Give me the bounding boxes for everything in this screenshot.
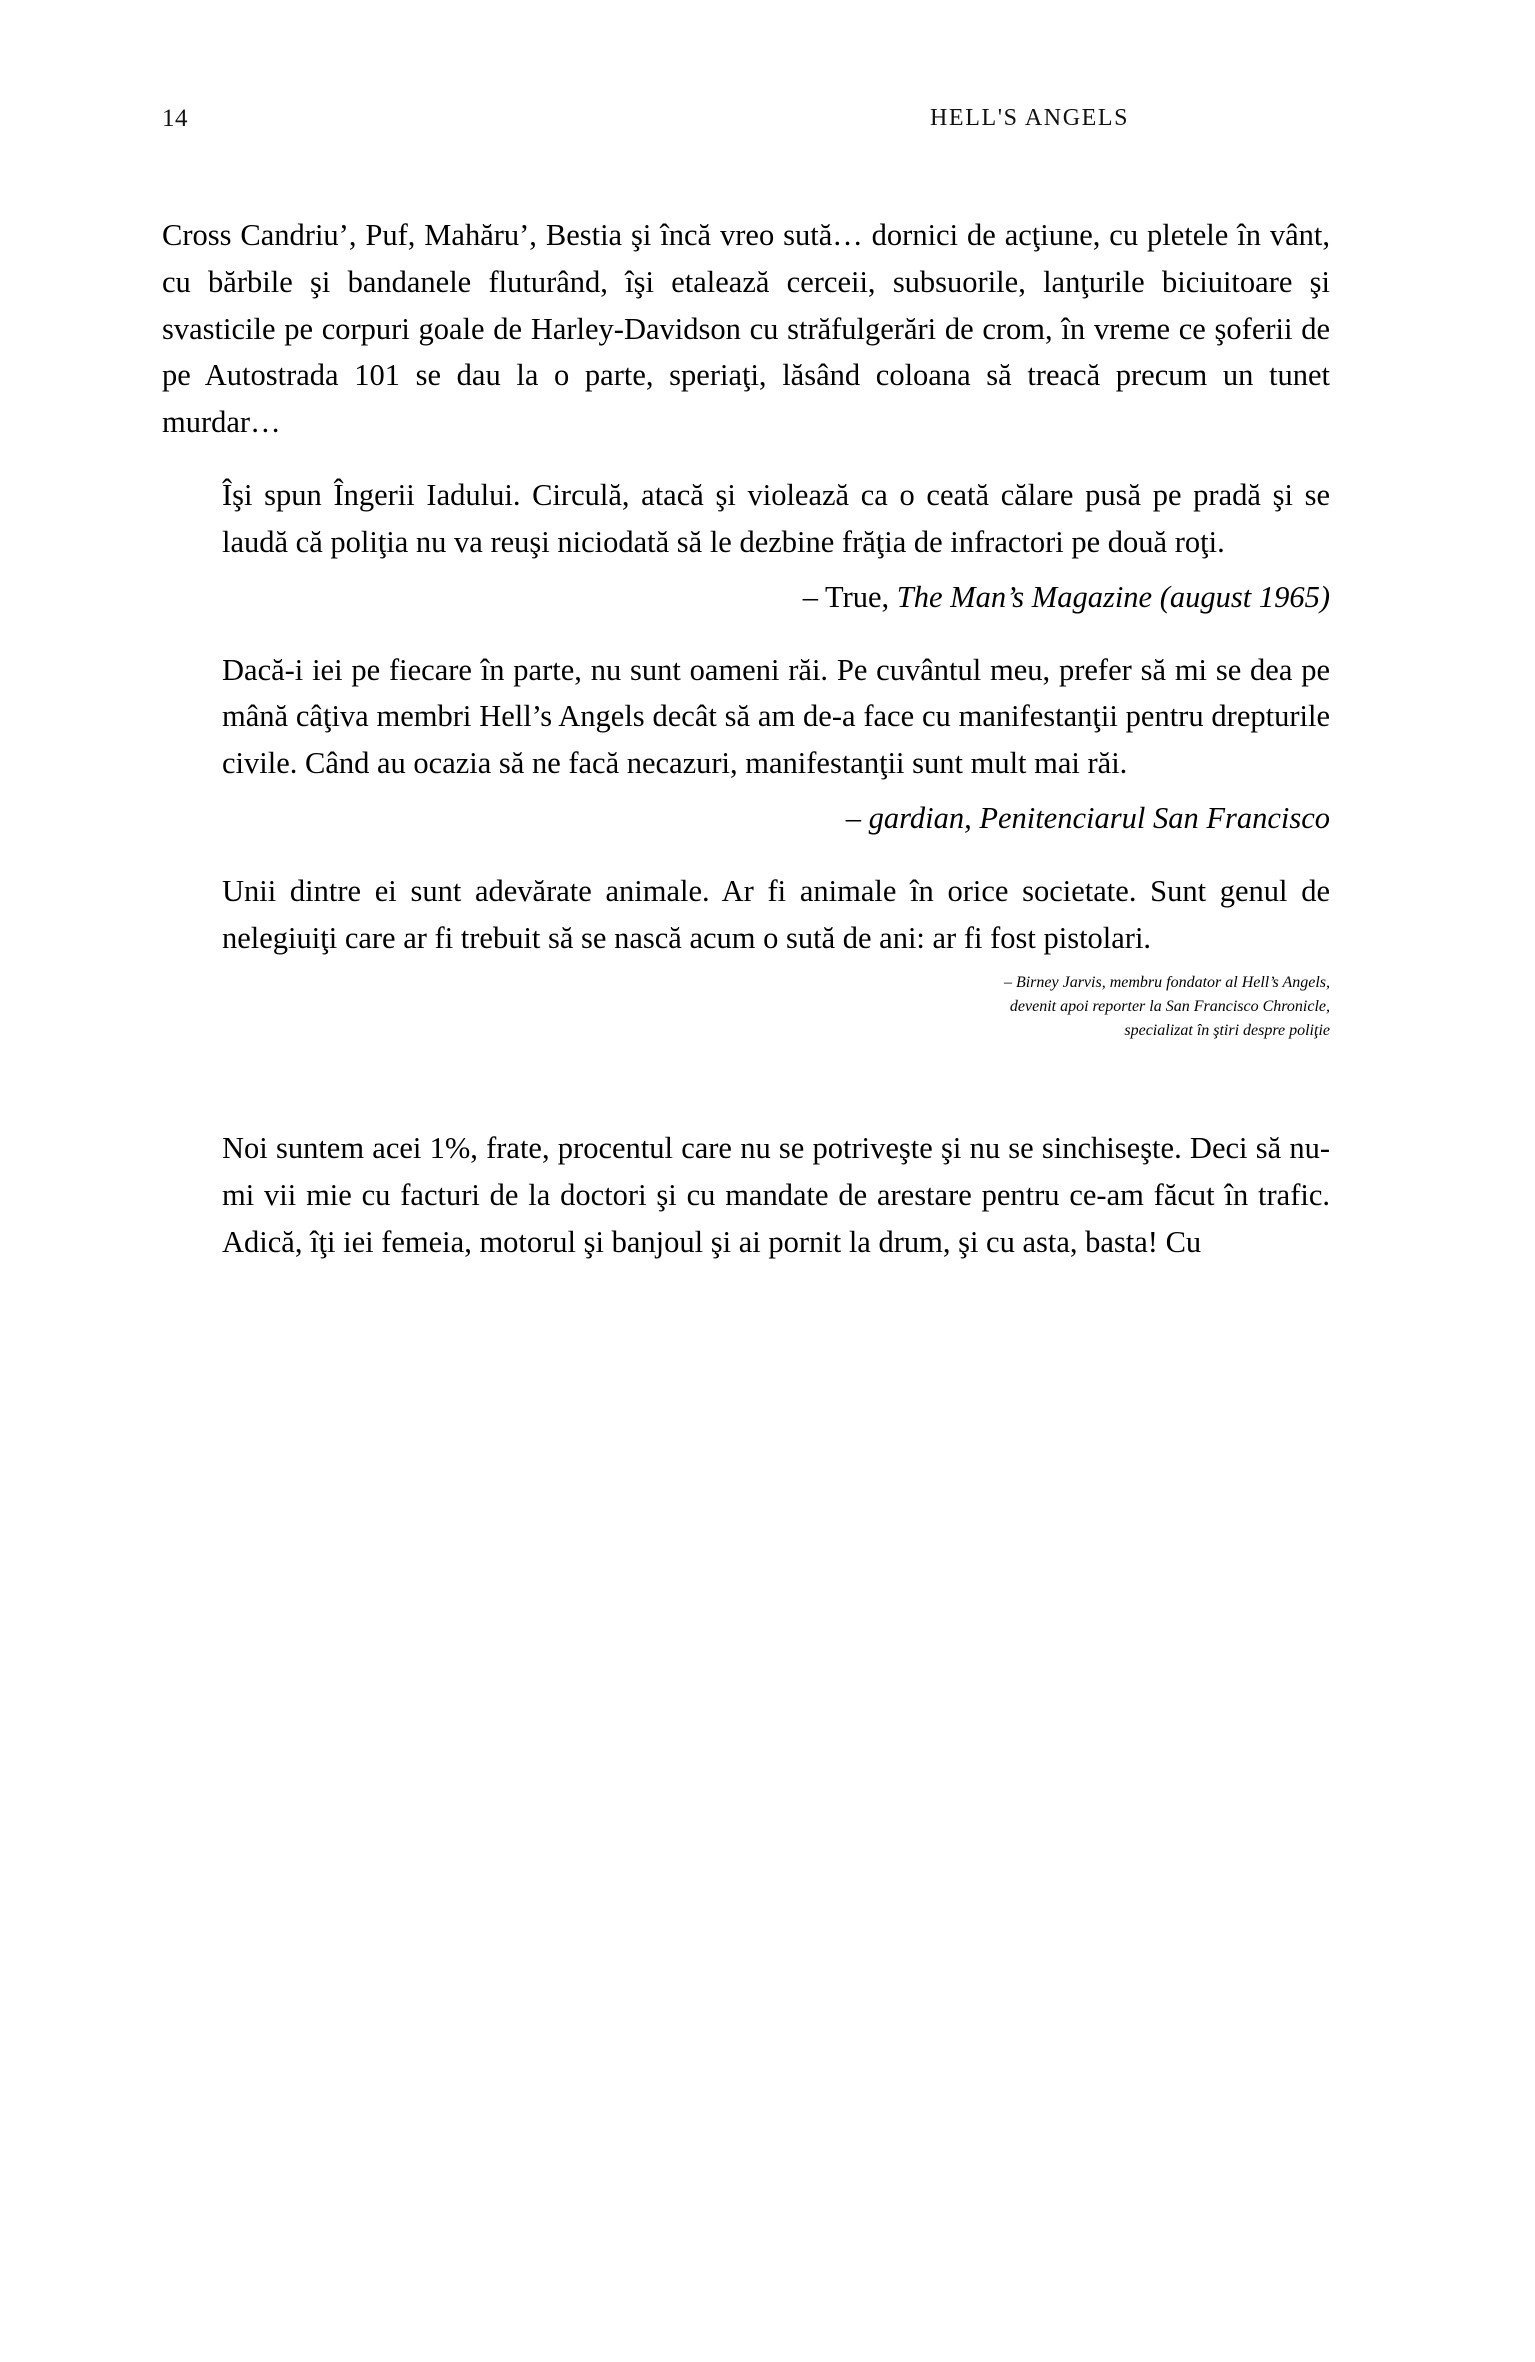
blockquote-one: Îşi spun Îngerii Iadului. Circulă, atacă şi violează ca o ceată călare pusă pe pradă şi se laudă că poliţia nu va reuşi niciodată să le dezbine frăţia de infractori pe două roţi. [222,478,1330,559]
page-body [162,212,1330,1266]
attribution-two: – gardian, Penitenciarul San Francisco [845,800,1330,835]
attribution-one [162,574,1330,621]
paragraph-continued: Cross Candriu’, Puf, Mahăru’, Bestia şi încă vreo sută… dornici de acţiune, cu pletele în vânt, cu bărbile şi bandanele fluturând, îşi etalează cerceii, subsuorile, lanţurile biciuitoare şi svasticile pe corpuri goale de Harley-Davidson cu străfulgerări de crom, în vreme ce şoferii de pe Autostrada 101 se dau la o parte, speriaţi, lăsând coloana să treacă precum un tunet murdar… [162,218,1330,440]
attribution-three [162,971,1330,1043]
running-title: HELL'S ANGELS [930,105,1130,131]
blockquote-three: Unii dintre ei sunt adevărate animale. Ar fi animale în orice societate. Sunt genul de nelegiuiţi care ar fi trebuit să se nască acum o sută de ani: ar fi fost pistolari. [222,873,1330,955]
attribution-one-title: The Man’s Magazine (august 1965) [896,579,1330,614]
attribution-one-source: – True, [802,579,897,614]
attribution-three-line-2-italic: devenit apoi reporter la [1009,998,1166,1016]
section-gap [162,1043,1330,1099]
blockquote-four: Noi suntem acei 1%, frate, procentul care nu se potriveşte şi nu se sinchiseşte. Deci să nu-mi vii mie cu facturi de la doctori şi cu mandate de arestare pentru ce-am făcut în trafic. Adică, îţi iei femeia, motorul şi banjoul şi ai pornit la drum, şi cu asta, basta! Cu [222,1131,1330,1259]
page-number: 14 [162,105,188,132]
attribution-three-line-3: specializat în ştiri despre poliţie [1124,1022,1330,1040]
attribution-three-line-1: – Birney Jarvis, membru fondator al Hell’s Angels, [1003,974,1330,992]
blockquote-two: Dacă-i iei pe fiecare în parte, nu sunt oameni răi. Pe cuvântul meu, prefer să mi se dea pe mână câţiva membri Hell’s Angels decât să am de-a face cu manifestanţii pentru drepturile civile. Când au ocazia să ne facă necazuri, manifestanţii sunt mult mai răi. [222,652,1330,781]
page-header [0,105,1535,135]
attribution-three-line-2-roman: San Francisco Chronicle, [1165,998,1330,1016]
attribution-three-line-2 [222,995,1330,1019]
